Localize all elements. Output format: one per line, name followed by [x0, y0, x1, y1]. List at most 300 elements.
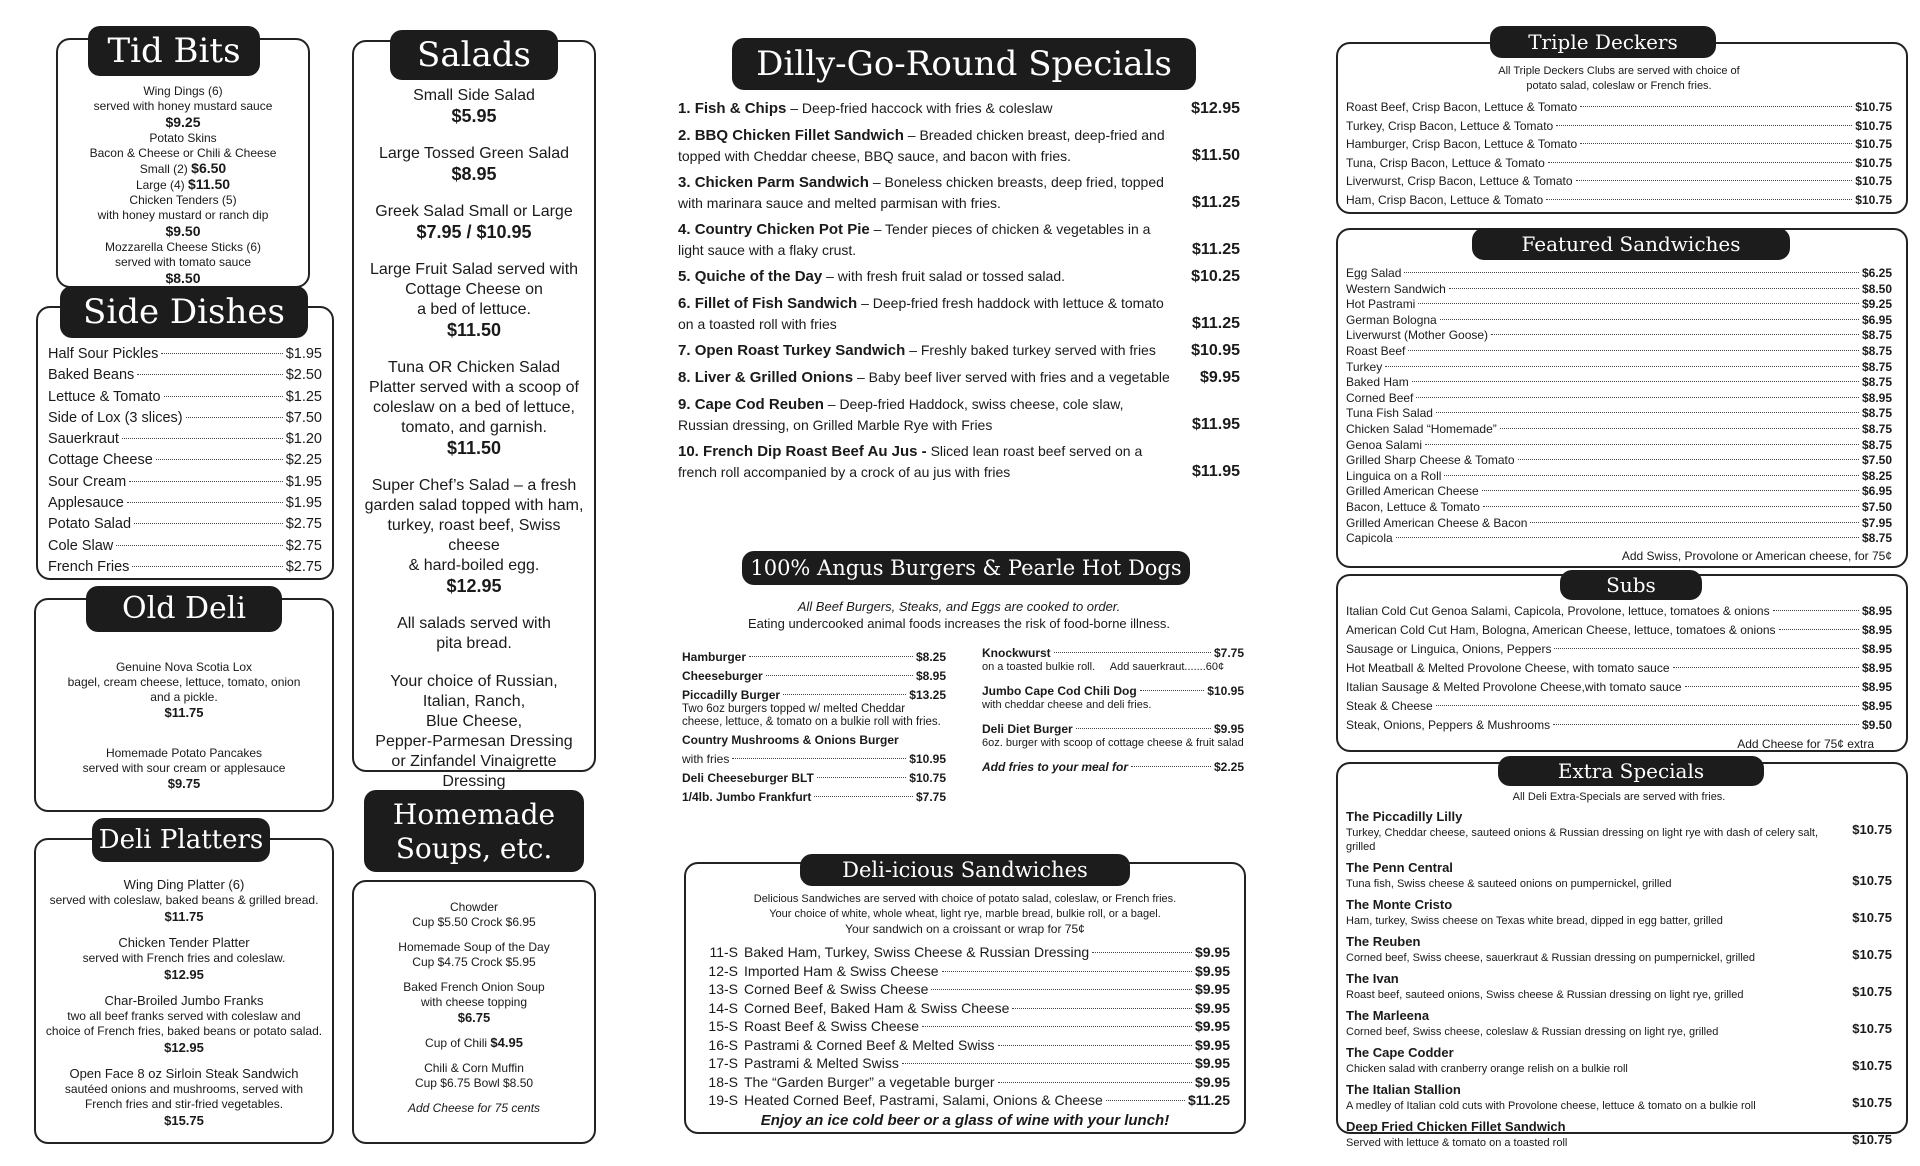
dot-leader	[129, 481, 283, 482]
special-price: $11.95	[1191, 463, 1240, 480]
item-name: Applesauce	[48, 495, 124, 512]
burger-row	[682, 688, 946, 703]
dot-leader	[1416, 397, 1859, 398]
special-item	[678, 441, 1240, 482]
special-desc: – Deep-fried haccock with fries & coleslaw	[790, 100, 1053, 116]
item-name: Italian Cold Cut Genoa Salami, Capicola, Provolone, lettuce, tomatoes & onions	[1346, 604, 1770, 618]
item-price: $2.75	[285, 558, 322, 575]
tid-bit-text: Chicken Tenders (5)	[129, 193, 237, 207]
special-desc: – Freshly baked turkey served with fries	[909, 342, 1156, 358]
subs-row	[1346, 640, 1892, 659]
special-item	[678, 98, 1240, 119]
extra-special-heading	[1346, 1007, 1822, 1025]
triple_deckers-row	[1346, 191, 1892, 210]
special-number: 8.	[678, 369, 691, 386]
deli-sandwich-row	[700, 980, 1230, 999]
item-price: $10.75	[1855, 100, 1892, 114]
deli-code: 12-S	[708, 962, 738, 979]
tid-bits-header: Tid Bits	[88, 26, 260, 76]
soup-detail: with cheese topping	[420, 995, 528, 1009]
item-price: $1.95	[285, 495, 322, 512]
old-deli-header: Old Deli	[86, 586, 282, 632]
tid-bit-item	[58, 240, 308, 287]
special-price: $10.95	[1191, 342, 1240, 359]
extra-special-name: The Italian Stallion	[1346, 1082, 1461, 1097]
dot-leader	[902, 1063, 1192, 1064]
side-dish-row	[48, 429, 322, 450]
salad-text: turkey, roast beef, Swiss cheese	[387, 517, 561, 554]
dot-leader	[134, 523, 283, 524]
special-title	[678, 127, 904, 144]
item-name: Bacon, Lettuce & Tomato	[1346, 499, 1480, 514]
extra-special-heading	[1346, 808, 1822, 826]
dot-leader	[137, 374, 282, 375]
salads-box	[352, 40, 596, 790]
dot-leader	[1518, 459, 1859, 460]
deli-sandwiches-header: Deli-icious Sandwiches	[800, 854, 1130, 886]
extra-special-item	[1346, 896, 1892, 928]
triple_deckers-row	[1346, 172, 1892, 191]
salad-price: $7.95 / $10.95	[416, 222, 532, 242]
deli-platters-box	[34, 838, 334, 1144]
special-item	[678, 266, 1240, 287]
extra-special-price: $10.75	[1852, 1021, 1892, 1036]
dot-leader	[1449, 288, 1859, 289]
platter-item	[36, 992, 332, 1056]
dot-leader	[1396, 537, 1859, 538]
platter-text: two all beef franks served with coleslaw and	[67, 1009, 301, 1023]
dot-leader	[1500, 428, 1859, 429]
burger-desc: with cheddar cheese and deli fries.	[982, 699, 1152, 711]
salad-text: Your choice of Russian,	[390, 673, 558, 690]
item-name: 1/4lb. Jumbo Frankfurt	[682, 790, 812, 804]
featured-list	[1346, 266, 1892, 547]
extra-special-desc: Served with lettuce & tomato on a toasted roll	[1346, 1137, 1568, 1149]
item-price: $6.95	[1861, 484, 1892, 499]
extra-special-name: The Ivan	[1346, 971, 1399, 986]
extra-special-heading	[1346, 1118, 1822, 1136]
item-name: Grilled American Cheese & Bacon	[1346, 515, 1528, 530]
extra-special-name: The Penn Central	[1346, 860, 1453, 875]
special-number: 4.	[678, 221, 691, 238]
deli-footer: Enjoy an ice cold beer or a glass of wine with your lunch!	[760, 1111, 1170, 1129]
platter-text: Open Face 8 oz Sirloin Steak Sandwich	[69, 1066, 299, 1081]
extra-special-price: $10.75	[1852, 822, 1892, 837]
item-price: $10.75	[1855, 118, 1892, 133]
subs-row	[1346, 678, 1892, 697]
item-price: $8.75	[1861, 328, 1892, 343]
item-price: $8.75	[1861, 359, 1892, 374]
extra-special-name: The Cape Codder	[1346, 1045, 1454, 1060]
item-name: Roast Beef, Crisp Bacon, Lettuce & Tomato	[1346, 100, 1578, 114]
side-dish-row	[48, 472, 322, 493]
subs-row	[1346, 621, 1892, 640]
special-desc: – Breaded chicken breast, deep-fried and topped with Cheddar cheese, BBQ sauce, and bacon with fries.	[678, 127, 1165, 164]
salad-text: Greek Salad Small or Large	[375, 203, 573, 220]
deli-intro-2: Your choice of white, whole wheat, light rye, marble bread, bulkie roll, or a bagel.	[769, 908, 1161, 920]
item-price: $7.50	[1861, 499, 1892, 514]
item-price: $2.75	[285, 537, 322, 554]
dot-leader	[942, 971, 1192, 972]
extra-special-heading	[1346, 859, 1822, 877]
dot-leader	[156, 459, 283, 460]
item-price: $8.75	[1861, 531, 1892, 546]
item-name: Piccadilly Burger	[682, 688, 781, 702]
item-name: Add fries to your meal for	[982, 760, 1129, 774]
item-name: Tuna, Crisp Bacon, Lettuce & Tomato	[1346, 155, 1545, 170]
salads-header: Salads	[390, 30, 558, 80]
featured-row	[1346, 500, 1892, 516]
special-price: $11.95	[1191, 416, 1240, 433]
extra-special-heading	[1346, 1044, 1822, 1062]
special-desc: – Boneless chicken breasts, deep fried, topped with marinara sauce and melted parmisan with fries.	[678, 174, 1164, 211]
burger-item	[982, 722, 1244, 750]
special-name: Fillet of Fish Sandwich	[694, 295, 858, 312]
subs-row	[1346, 697, 1892, 716]
salad-text: Tuna OR Chicken Salad	[388, 359, 560, 376]
dot-leader	[814, 796, 913, 797]
soup-item	[354, 1101, 594, 1116]
platter-price: $12.95	[164, 967, 204, 982]
deli-price: $9.95	[1194, 944, 1230, 960]
special-number: 3.	[678, 174, 691, 191]
soups-title-line1: Homemade	[392, 798, 556, 831]
burger-row	[982, 760, 1244, 775]
item-price: $10.75	[1855, 155, 1892, 170]
item-price: $1.20	[285, 431, 322, 448]
burger-item	[682, 688, 946, 729]
deli-code: 18-S	[708, 1073, 738, 1090]
extra-special-item	[1346, 808, 1892, 854]
item-name: Sausage or Linguica, Onions, Peppers	[1346, 642, 1552, 656]
side-dish-row	[48, 450, 322, 471]
side-dish-row	[48, 344, 322, 365]
salad-price: $8.95	[451, 164, 497, 184]
item-name: Cheeseburger	[682, 669, 763, 683]
special-desc: – Deep-fried fresh haddock with lettuce & tomato on a toasted roll with fries	[678, 295, 1164, 332]
item-name: Baked Ham	[1346, 375, 1409, 390]
dot-leader	[1418, 303, 1859, 304]
salad-item	[360, 476, 588, 596]
item-price: $7.95	[1861, 515, 1892, 530]
extra-special-name: Deep Fried Chicken Fillet Sandwich	[1346, 1119, 1566, 1134]
item-name: Potato Salad	[48, 516, 132, 533]
deli-intro-3: Your sandwich on a croissant or wrap for 75¢	[845, 922, 1085, 936]
burger-item	[982, 646, 1244, 674]
soup-name: Homemade Soup of the Day	[398, 940, 550, 954]
tid-bits-list	[58, 84, 308, 287]
tid-bit-price: $9.50	[165, 223, 201, 239]
side-dish-row	[48, 514, 322, 535]
salad-text: & hard-boiled egg.	[408, 557, 540, 574]
featured-row	[1346, 516, 1892, 532]
item-price: $10.75	[1855, 137, 1892, 151]
item-name: Turkey	[1346, 359, 1383, 374]
old-deli-price: $11.75	[164, 705, 204, 720]
soups-list	[354, 900, 594, 1116]
extra-specials-header: Extra Specials	[1498, 756, 1764, 786]
dot-leader	[1408, 350, 1859, 351]
old-deli-text: Genuine Nova Scotia Lox	[115, 660, 253, 674]
featured-row	[1346, 360, 1892, 376]
special-title	[678, 221, 870, 238]
salad-text: coleslaw on a bed of lettuce,	[373, 399, 575, 416]
special-desc: Sliced lean roast beef served on a french roll accompanied by a crock of au jus with fries	[678, 443, 1143, 480]
extra-special-desc: Chicken salad with cranberry orange relish on a bulkie roll	[1346, 1063, 1628, 1075]
old-deli-text: and a pickle.	[150, 690, 218, 704]
burgers-left-list	[682, 650, 946, 809]
dot-leader	[1530, 522, 1859, 523]
featured-row	[1346, 313, 1892, 329]
burger-item	[682, 752, 946, 767]
featured-row	[1346, 469, 1892, 485]
special-item	[678, 219, 1240, 260]
dot-leader	[998, 1045, 1192, 1046]
tid-bit-item	[58, 161, 308, 177]
special-item	[678, 367, 1240, 388]
salad-item	[360, 260, 588, 340]
deli-code: 13-S	[708, 981, 738, 997]
special-desc: – Deep-fried Haddock, swiss cheese, cole slaw, Russian dressing, on Grilled Marble Rye with Fries	[678, 396, 1124, 433]
deli-sandwich-row	[700, 1017, 1230, 1036]
salad-item	[360, 614, 588, 654]
item-name: German Bologna	[1346, 312, 1437, 327]
dot-leader	[1580, 143, 1852, 144]
featured-row	[1346, 484, 1892, 500]
dot-leader	[1773, 610, 1859, 611]
dot-leader	[1106, 1100, 1185, 1101]
item-name: Steak, Onions, Peppers & Mushrooms	[1346, 718, 1551, 732]
salad-text: Large Fruit Salad served with	[369, 261, 579, 278]
burger-desc: on a toasted bulkie roll. Add sauerkraut.......60¢	[982, 661, 1225, 673]
featured-row	[1346, 344, 1892, 360]
side-dish-row	[48, 408, 322, 429]
deli-price: $9.95	[1194, 1036, 1230, 1053]
item-price: $2.25	[285, 452, 322, 469]
item-name: with fries	[682, 752, 730, 766]
item-price: $6.25	[1861, 266, 1892, 280]
deli-code: 11-S	[709, 944, 738, 960]
featured-row	[1346, 375, 1892, 391]
item-name: Tuna Fish Salad	[1346, 406, 1433, 421]
tid-bit-price: $6.50	[191, 160, 227, 176]
platter-text: Wing Ding Platter (6)	[123, 877, 245, 892]
salad-text: Italian, Ranch,	[422, 693, 526, 710]
tid-bit-item	[58, 177, 308, 193]
deli-intro-1: Delicious Sandwiches are served with choice of potato salad, coleslaw, or French fries.	[753, 893, 1177, 905]
item-price: $13.25	[909, 688, 946, 702]
soup-name: Baked French Onion Soup	[403, 980, 545, 994]
special-desc: – Baby beef liver served with fries and a vegetable	[856, 369, 1170, 385]
extra-special-price: $10.75	[1852, 1058, 1892, 1073]
soup-name: Cup of Chili	[425, 1036, 488, 1050]
deli-sandwich-row	[700, 1091, 1230, 1110]
deli-code: 17-S	[708, 1055, 738, 1071]
old-deli-text: bagel, cream cheese, lettuce, tomato, onion	[67, 675, 301, 689]
special-number: 9.	[678, 396, 691, 413]
salad-text: Blue Cheese,	[425, 713, 523, 730]
burger-desc: Two 6oz burgers topped w/ melted Cheddar cheese, lettuce, & tomato on a bulkie roll with fries.	[682, 703, 941, 728]
item-price: $8.95	[1861, 390, 1892, 405]
extra-special-item	[1346, 1081, 1892, 1113]
item-name: Side of Lox (3 slices)	[48, 409, 183, 426]
item-name: Hamburger, Crisp Bacon, Lettuce & Tomato	[1346, 137, 1578, 151]
dot-leader	[1092, 952, 1192, 953]
triple-deckers-list	[1346, 98, 1892, 209]
item-price: $8.25	[915, 650, 946, 664]
deli-sandwich-row	[700, 1036, 1230, 1055]
featured-footer: Add Swiss, Provolone or American cheese, for 75¢	[1621, 548, 1892, 563]
item-price: $8.75	[1861, 375, 1892, 390]
special-number: 7.	[678, 342, 691, 359]
item-name: Lettuce & Tomato	[48, 388, 161, 405]
dot-leader	[122, 438, 283, 439]
item-price: $8.95	[1861, 680, 1892, 694]
item-name: Hot Meatball & Melted Provolone Cheese, with tomato sauce	[1346, 661, 1670, 675]
subs-row	[1346, 659, 1892, 678]
item-name: Egg Salad	[1346, 266, 1402, 280]
item-price: $1.95	[285, 473, 322, 490]
salad-text: Small Side Salad	[413, 87, 535, 104]
specials-header: Dilly-Go-Round Specials	[732, 38, 1196, 90]
deli-name: Roast Beef & Swiss Cheese	[744, 1018, 920, 1034]
platter-text: choice of French fries, baked beans or potato salad.	[45, 1024, 323, 1038]
tid-bit-text: Small (2)	[139, 162, 188, 176]
deli-sandwich-row	[700, 1073, 1230, 1092]
item-name: Genoa Salami	[1346, 437, 1423, 452]
deli-code: 14-S	[708, 999, 738, 1016]
tid-bit-item	[58, 193, 308, 240]
item-price: $2.25	[1213, 760, 1244, 774]
salad-item	[360, 144, 588, 184]
item-price: $7.75	[1213, 646, 1244, 660]
item-name: Hot Pastrami	[1346, 297, 1416, 312]
extra-special-price: $10.75	[1852, 947, 1892, 962]
deli-name: Imported Ham & Swiss Cheese	[744, 962, 939, 979]
deli-price: $9.95	[1194, 1073, 1230, 1090]
deli-code: 15-S	[708, 1018, 738, 1034]
item-price: $8.95	[1861, 661, 1892, 675]
special-name: Country Chicken Pot Pie	[694, 221, 870, 238]
salad-text: or Zinfandel Vinaigrette	[391, 753, 557, 770]
triple_deckers-row	[1346, 98, 1892, 117]
subs-box	[1336, 574, 1908, 752]
deli-price: $9.95	[1194, 999, 1230, 1016]
item-name: Western Sandwich	[1346, 281, 1446, 296]
extra-special-name: The Marleena	[1346, 1008, 1430, 1023]
tid-bit-text: served with tomato sauce	[114, 255, 252, 269]
item-price: $9.25	[1861, 297, 1892, 312]
burger-desc: 6oz. burger with scoop of cottage cheese & fruit salad	[982, 737, 1244, 749]
item-name: Corned Beef	[1346, 390, 1414, 405]
item-price: $6.95	[1861, 312, 1892, 327]
special-price: $11.50	[1191, 147, 1240, 164]
deli-name: Pastrami & Melted Swiss	[744, 1055, 899, 1071]
old-deli-text: served with sour cream or applesauce	[82, 761, 286, 775]
deli-price: $9.95	[1194, 1018, 1230, 1034]
featured-row	[1346, 282, 1892, 298]
item-name: Chicken Salad “Homemade”	[1346, 421, 1497, 436]
burgers-note-2: Eating undercooked animal foods increases the risk of food-borne illness.	[747, 616, 1171, 631]
item-name: Sauerkraut	[48, 431, 119, 448]
dot-leader	[1076, 728, 1211, 729]
dot-leader	[1412, 381, 1859, 382]
item-name: Deli Cheeseburger BLT	[682, 771, 814, 785]
item-price: $8.75	[1861, 437, 1892, 452]
dot-leader	[1444, 475, 1859, 476]
soup-detail: Cup $6.75 Bowl $8.50	[414, 1076, 534, 1090]
special-title	[678, 342, 905, 359]
dot-leader	[186, 417, 283, 418]
soup-item	[354, 980, 594, 1025]
item-price: $8.75	[1861, 406, 1892, 421]
tid-bit-price: $9.25	[165, 114, 201, 130]
dot-leader	[127, 502, 283, 503]
deli-sandwich-row	[700, 1054, 1230, 1073]
special-title	[678, 443, 927, 460]
tid-bit-price: $8.50	[165, 270, 201, 286]
deli-platters-list	[36, 876, 332, 1129]
dot-leader	[817, 777, 906, 778]
deli-sandwich-row	[700, 943, 1230, 962]
dot-leader	[1576, 180, 1853, 181]
dot-leader	[732, 758, 906, 759]
item-price: $8.95	[1861, 699, 1892, 713]
burger-item	[682, 669, 946, 684]
item-name: Capicola	[1346, 531, 1393, 546]
platter-text: French fries and stir-fried vegetables.	[84, 1097, 284, 1111]
special-item	[678, 125, 1240, 166]
deli-name: Pastrami & Corned Beef & Melted Swiss	[744, 1036, 995, 1053]
special-name: BBQ Chicken Fillet Sandwich	[694, 127, 904, 144]
dot-leader	[1491, 334, 1859, 335]
dot-leader	[998, 1082, 1192, 1083]
soup-detail: Cup $5.50 Crock $6.95	[412, 915, 536, 929]
item-price: $10.75	[1855, 192, 1892, 207]
deli-sandwich-row	[700, 962, 1230, 981]
salad-item	[360, 672, 588, 792]
burger-row	[682, 650, 946, 665]
item-price: $9.95	[1213, 722, 1244, 736]
triple-deckers-header: Triple Deckers	[1490, 26, 1716, 58]
extra-special-desc: Tuna fish, Swiss cheese & sauteed onions on pumpernickel, grilled	[1346, 878, 1672, 890]
special-name: Fish & Chips	[694, 100, 787, 117]
subs-header: Subs	[1560, 570, 1702, 600]
extra-special-item	[1346, 1118, 1892, 1150]
deli-name: Heated Corned Beef, Pastrami, Salami, Onions & Cheese	[744, 1092, 1103, 1108]
item-name: Turkey, Crisp Bacon, Lettuce & Tomato	[1346, 118, 1554, 133]
special-name: Liver & Grilled Onions	[694, 369, 854, 386]
burgers-right-list	[982, 646, 1244, 785]
side-dishes-list	[48, 344, 322, 578]
salad-text: pita bread.	[436, 635, 512, 652]
item-price: $8.95	[915, 669, 946, 683]
dot-leader	[1580, 106, 1852, 107]
salad-price: $12.95	[446, 576, 502, 596]
soup-price: $6.75	[457, 1010, 491, 1025]
salad-price: $11.50	[446, 438, 502, 458]
side-dishes-box	[36, 306, 334, 580]
featured-row	[1346, 406, 1892, 422]
triple-intro-1: All Triple Deckers Clubs are served with choice of	[1498, 65, 1740, 77]
special-number: 1.	[678, 100, 691, 117]
platter-text: served with coleslaw, baked beans & grilled bread.	[49, 893, 319, 907]
deli-name: The “Garden Burger” a vegetable burger	[744, 1073, 995, 1090]
extra-intro: All Deli Extra-Specials are served with fries.	[1512, 791, 1726, 803]
extra-special-item	[1346, 1044, 1892, 1076]
special-title	[678, 174, 869, 191]
deli-price: $9.95	[1194, 1055, 1230, 1071]
